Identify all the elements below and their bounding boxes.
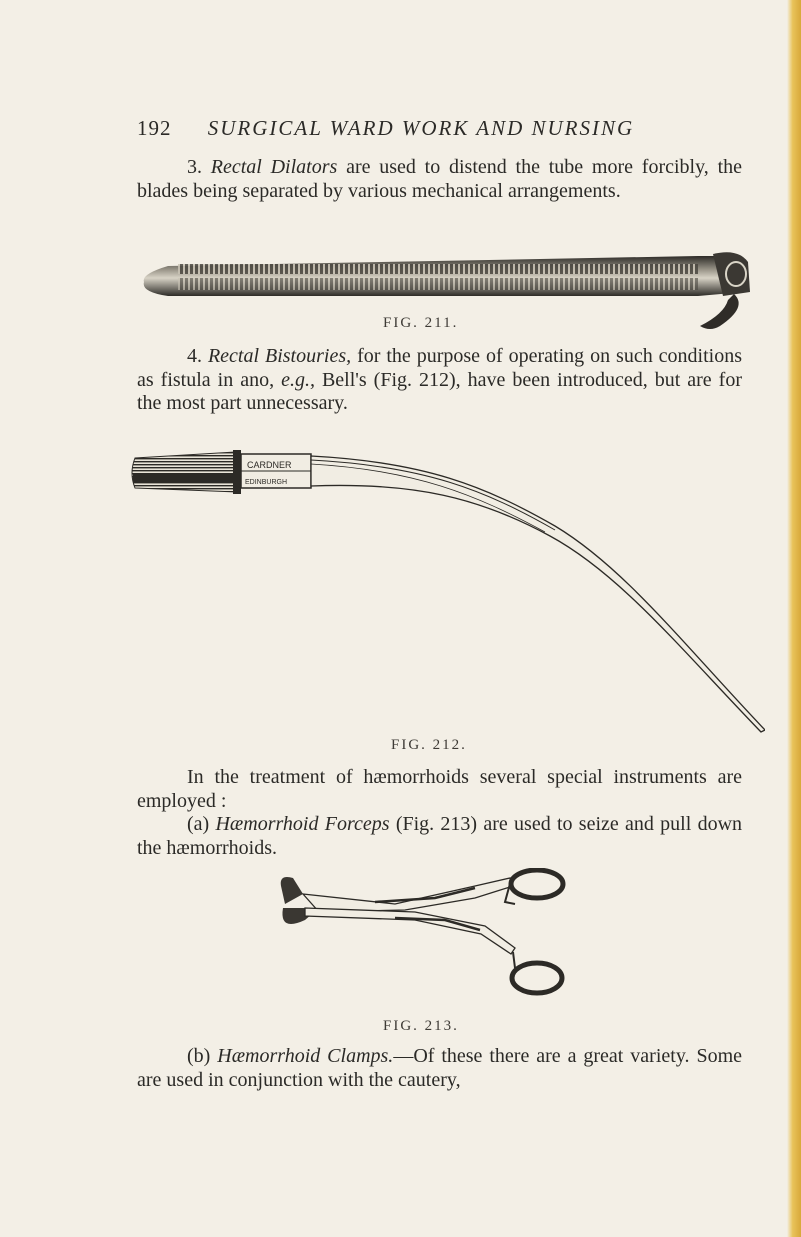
running-header <box>137 116 634 141</box>
figure-211-caption: FIG. 211. <box>383 315 459 331</box>
term-haemorrhoid-clamps: Hæmorrhoid Clamps. <box>217 1045 394 1067</box>
maker-stamp-line1: CARDNER <box>247 460 292 470</box>
item-label: (b) <box>187 1045 211 1067</box>
page-number: 192 <box>137 116 172 140</box>
figure-213-caption: FIG. 213. <box>383 1018 459 1034</box>
paragraph-text: for the purpose of operating on such conditions as fistula in ano, <box>137 345 742 391</box>
paragraph-text: In the treatment of hæmorrhoids several special instruments are employed : <box>137 766 742 812</box>
paragraph-text: —Of these there are a great variety. Some are used in conjunction with the cautery, <box>137 1045 743 1091</box>
paragraph-rectal-dilators <box>137 156 742 203</box>
paragraph-rectal-bistouries <box>137 345 742 416</box>
term-rectal-bistouries: Rectal Bistouries, <box>207 345 352 367</box>
paragraph-haemorrhoid-forceps <box>137 813 742 860</box>
term-haemorrhoid-forceps: Hæmorrhoid Forceps <box>215 813 390 835</box>
figure-212-bistoury <box>125 446 765 736</box>
paragraph-text: are used to distend the tube more forcibly, the blades being separated by various mechanical arrangements. <box>137 156 742 202</box>
paragraph-haemorrhoids-intro <box>137 766 742 813</box>
maker-stamp-line2: EDINBURGH <box>245 479 288 486</box>
paragraph-text-continued: Bell's (Fig. 212), have been introduced, but are for the most part unnecessary. <box>137 368 742 414</box>
item-number: 4. <box>187 345 202 367</box>
abbreviation-eg: e.g., <box>281 368 315 391</box>
paragraph-haemorrhoid-clamps <box>137 1045 742 1092</box>
running-head-title: SURGICAL WARD WORK AND NURSING <box>207 116 635 140</box>
paragraph-text: (Fig. 213) are used to seize and pull down the hæmorrhoids. <box>137 813 743 859</box>
figure-212-caption: FIG. 212. <box>391 737 467 753</box>
figure-213-forceps <box>275 868 575 1013</box>
page-edge <box>787 0 801 1237</box>
item-label: (a) <box>187 813 210 835</box>
term-rectal-dilators: Rectal Dilators <box>210 156 338 178</box>
item-number: 3. <box>187 156 202 178</box>
